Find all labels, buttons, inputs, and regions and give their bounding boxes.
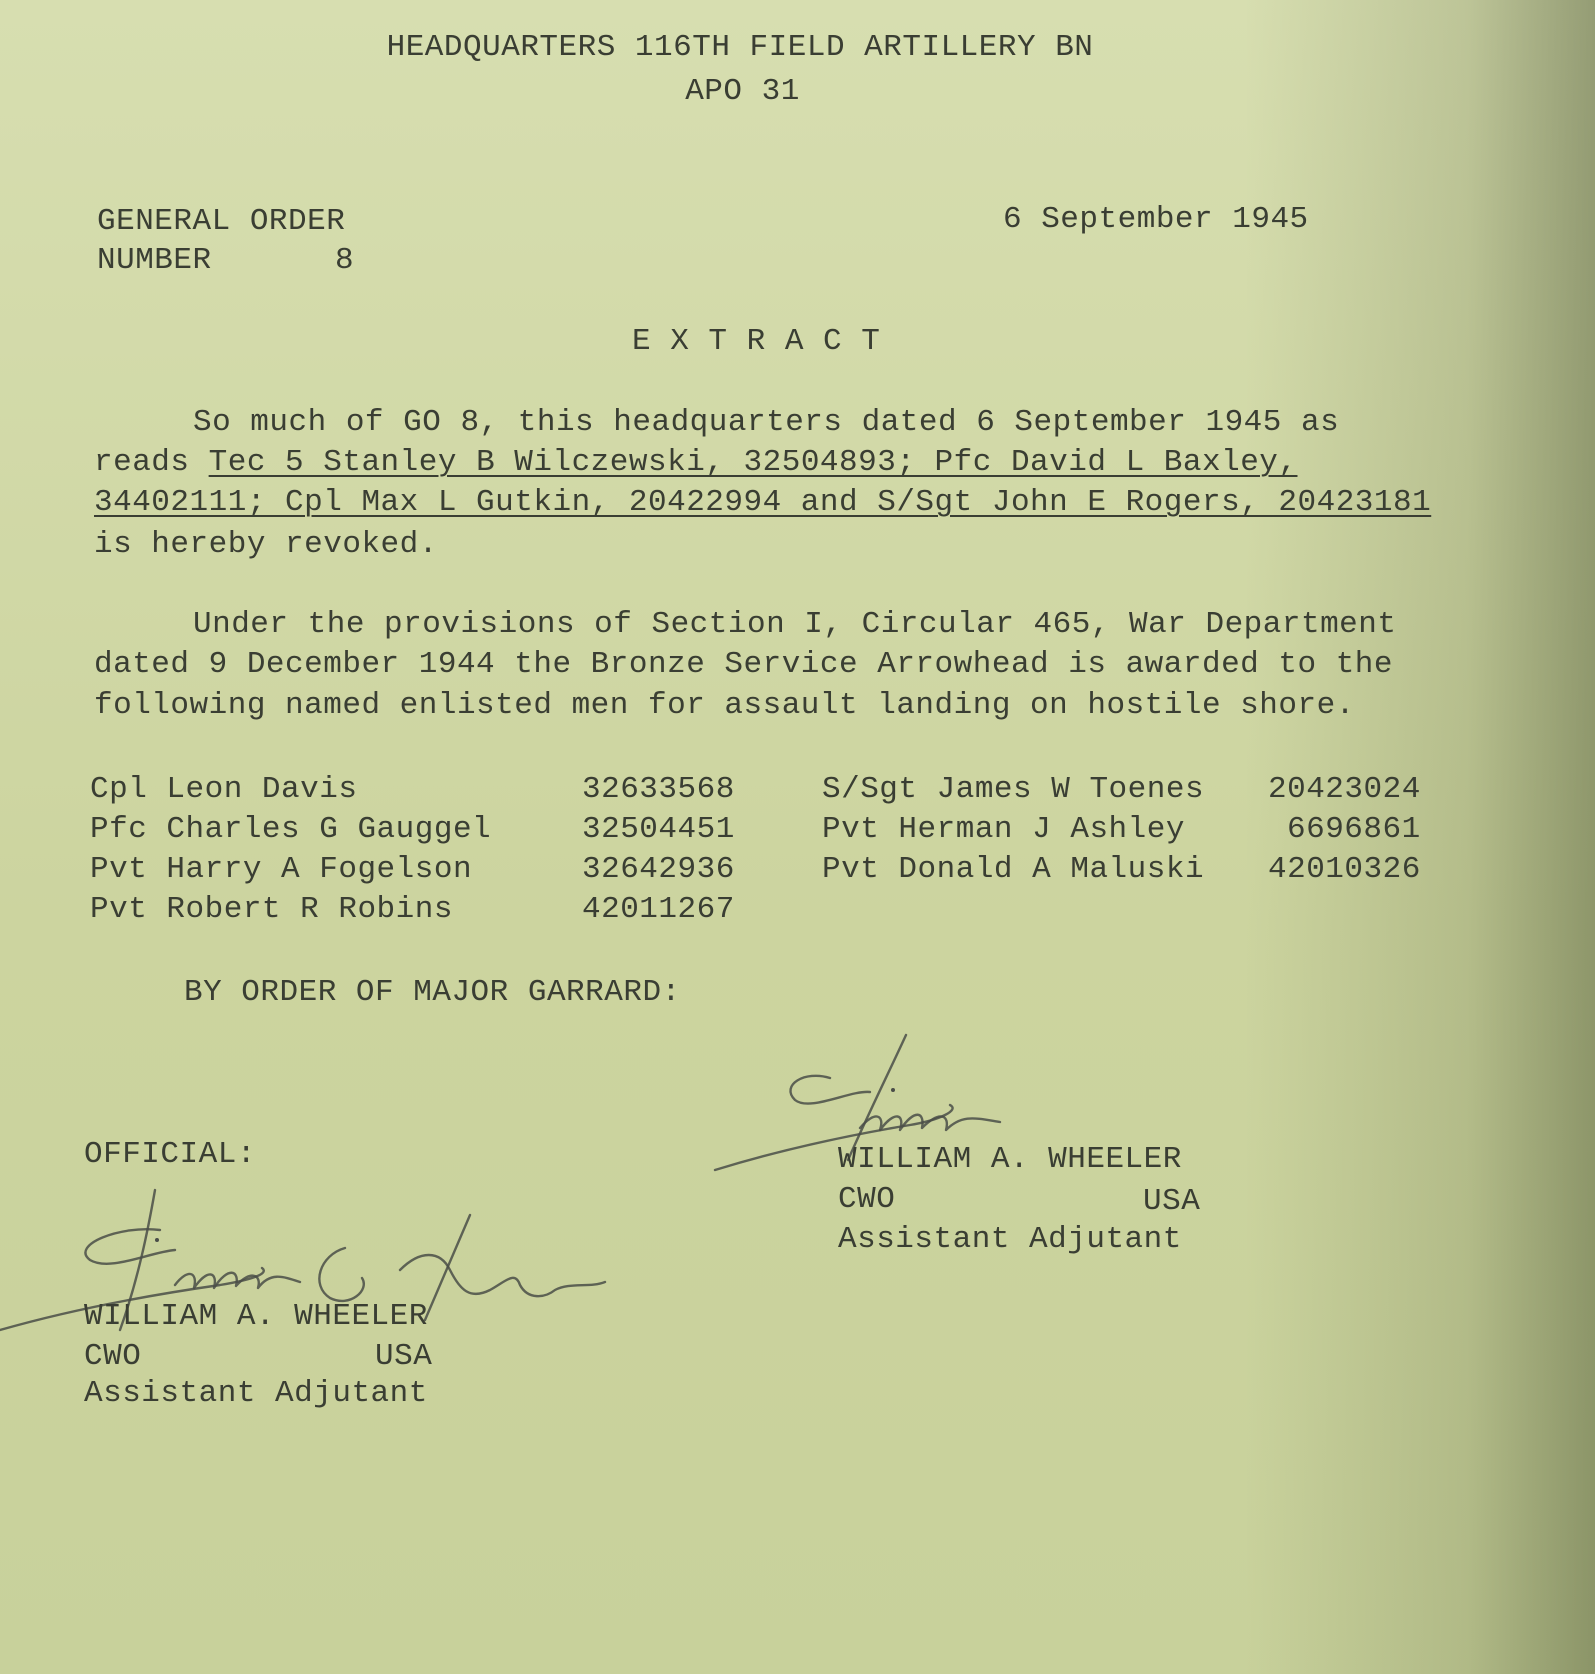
extract-title: E X T R A C T [632,324,881,359]
roster-name: Pvt Herman J Ashley [822,812,1185,847]
header-apo: APO 31 [685,74,800,109]
roster-serial: 42010326 [1268,852,1421,887]
paragraph1-line3 [94,483,1431,523]
paragraph2-line1: Under the provisions of Section I, Circular 465, War Department [193,607,1397,642]
roster-serial: 20423024 [1268,772,1421,807]
paragraph1-line4: is hereby revoked. [94,527,438,562]
signer-branch-right: USA [1143,1184,1201,1219]
by-order-line: BY ORDER OF MAJOR GARRARD: [184,975,681,1010]
roster-name: Pvt Donald A Maluski [822,852,1205,887]
revoked-names-line2: 34402111; Cpl Max L Gutkin, 20422994 and S/Sgt John E Rogers, 20423181 [94,485,1432,520]
header-unit: HEADQUARTERS 116TH FIELD ARTILLERY BN [386,30,1094,65]
signer-title-official: Assistant Adjutant [84,1376,428,1411]
roster-name: Pfc Charles G Gauggel [90,812,492,847]
signer-name-right: WILLIAM A. WHEELER [838,1142,1182,1177]
roster-serial: 32504451 [582,812,735,847]
order-date: 6 September 1945 [1003,202,1309,237]
signer-title-right: Assistant Adjutant [838,1222,1182,1257]
order-label-line1: GENERAL ORDER [97,204,346,239]
signer-branch-official: USA [375,1339,433,1374]
signer-rank-right: CWO [838,1182,896,1217]
roster-serial: 32633568 [582,772,735,807]
signer-name-official: WILLIAM A. WHEELER [84,1299,428,1334]
roster-serial: 32642936 [582,852,735,887]
official-label: OFFICIAL: [84,1137,256,1172]
paragraph1-line1: So much of GO 8, this headquarters dated 6 September 1945 as [193,405,1340,440]
roster-name: S/Sgt James W Toenes [822,772,1205,807]
paragraph2-line3: following named enlisted men for assault landing on hostile shore. [94,688,1355,723]
paragraph1-line2-prefix: reads [94,445,209,480]
order-label-line2: NUMBER [97,243,212,278]
roster-name: Pvt Robert R Robins [90,892,453,927]
order-number: 8 [335,243,355,278]
signer-rank-official: CWO [84,1339,142,1374]
paragraph2-line2: dated 9 December 1944 the Bronze Service Arrowhead is awarded to the [94,647,1394,682]
revoked-names-line1: Tec 5 Stanley B Wilczewski, 32504893; Pfc David L Baxley, [208,445,1298,480]
roster-serial: 42011267 [582,892,735,927]
roster-name: Pvt Harry A Fogelson [90,852,473,887]
roster-name: Cpl Leon Davis [90,772,358,807]
roster-serial: 6696861 [1287,812,1421,847]
paragraph1-line2 [94,443,1298,483]
